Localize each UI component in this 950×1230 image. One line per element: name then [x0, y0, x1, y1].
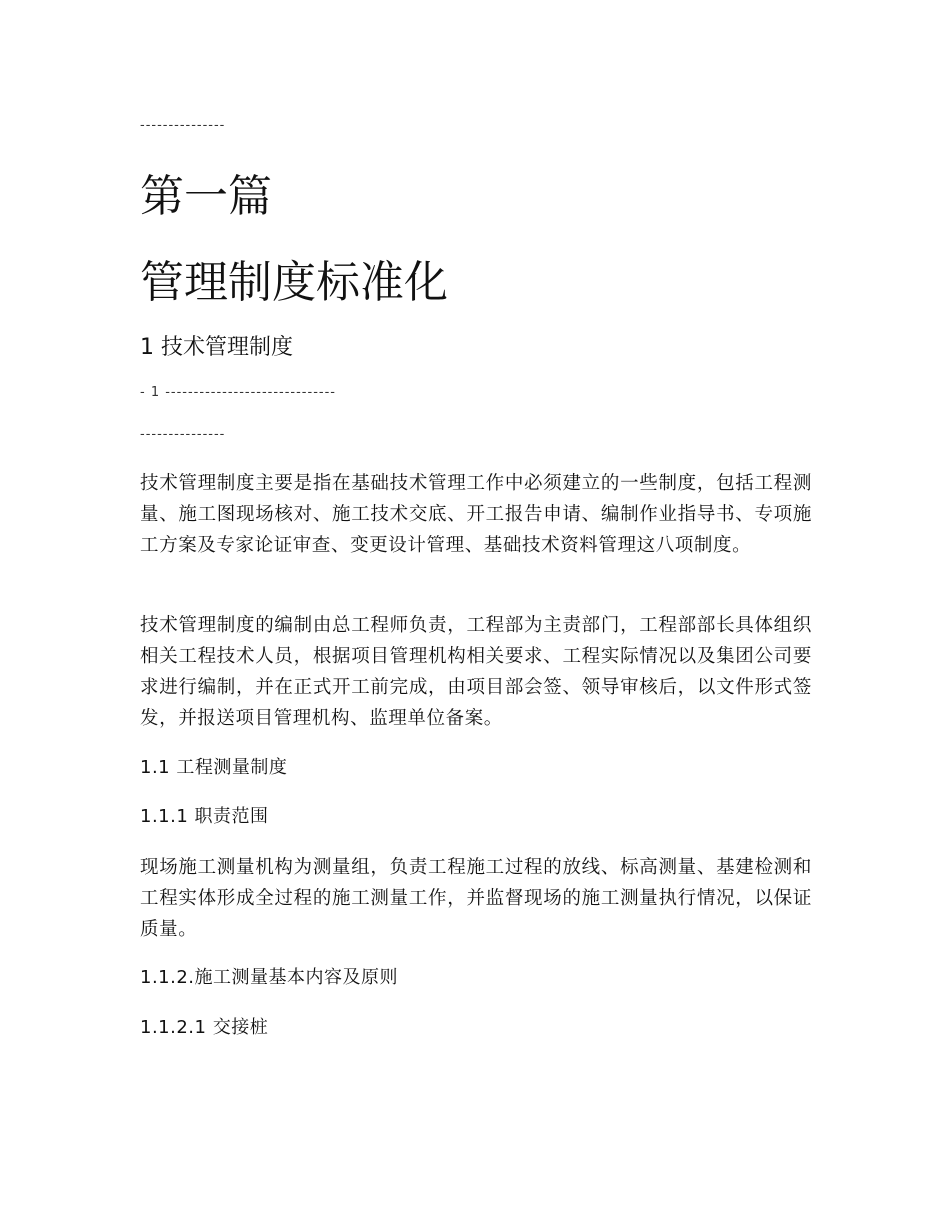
heading-1-1-2-1: 1.1.2.1 交接桩 — [140, 1017, 269, 1038]
page-footer-rule: - 1 ------------------------------ — [140, 385, 336, 400]
heading-1-1: 1.1 工程测量制度 — [140, 757, 288, 778]
heading-1-1-1: 1.1.1 职责范围 — [140, 806, 269, 827]
page-header-rule: --------------- — [140, 427, 226, 442]
part-title: 第一篇 — [140, 171, 272, 222]
paragraph-intro: 技术管理制度主要是指在基础技术管理工作中必须建立的一些制度，包括工程测量、施工图现场核对、施工技术交底、开工报告申请、编制作业指导书、专项施工方案及专家论证审查、变更设计管理、基础技术资料管理这八项制度。 — [140, 473, 812, 556]
section-heading-1: 1 技术管理制度 — [140, 335, 293, 360]
paragraph-compilation: 技术管理制度的编制由总工程师负责，工程部为主责部门，工程部部长具体组织相关工程技术人员，根据项目管理机构相关要求、工程实际情况以及集团公司要求进行编制，并在正式开工前完成，由项目部会签、领导审核后，以文件形式签发，并报送项目管理机构、监理单位备案。 — [140, 615, 812, 729]
top-dashed-rule: --------------- — [140, 118, 226, 133]
paragraph-responsibility: 现场施工测量机构为测量组，负责工程施工过程的放线、标高测量、基建检测和工程实体形成全过程的施工测量工作，并监督现场的施工测量执行情况，以保证质量。 — [140, 857, 812, 940]
heading-1-1-2: 1.1.2.施工测量基本内容及原则 — [140, 967, 399, 988]
part-subtitle: 管理制度标准化 — [140, 257, 448, 308]
